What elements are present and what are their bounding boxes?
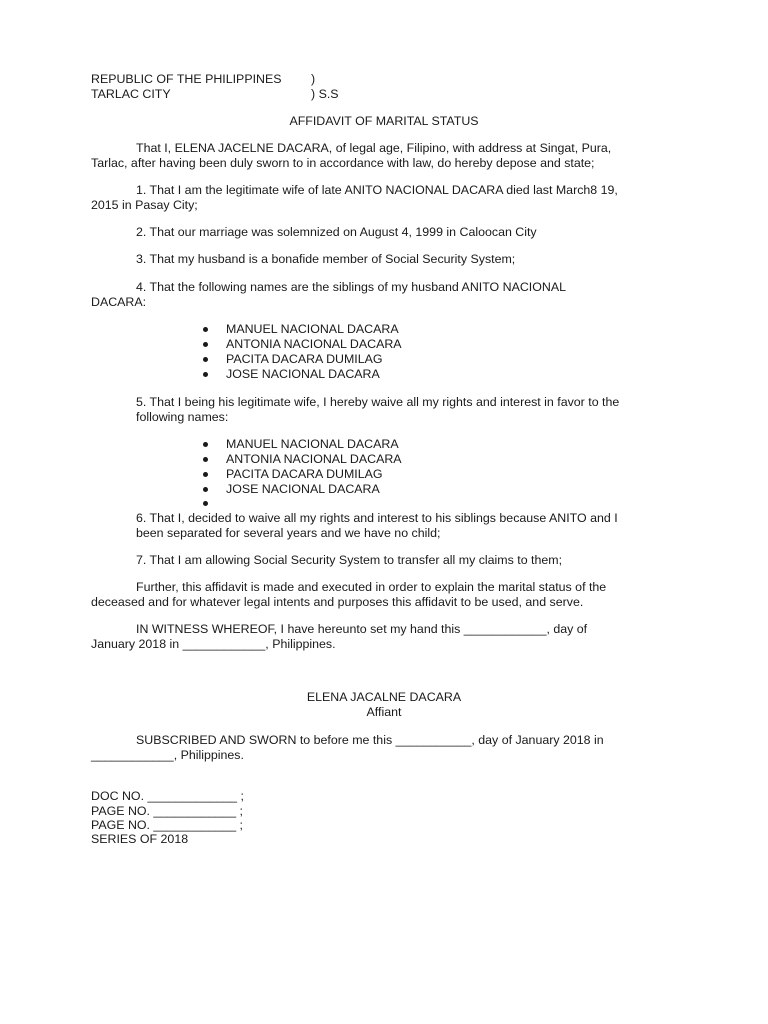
bullet-icon xyxy=(203,342,208,347)
further-line-1: Further, this affidavit is made and executed in order to explain the marital status of the xyxy=(136,580,607,594)
page-no: PAGE NO. ____________ ; xyxy=(91,804,244,818)
header-republic-paren: ) xyxy=(311,72,316,86)
item-6-line-2: been separated for several years and we have no child; xyxy=(136,526,441,540)
subscribed-line-1: SUBSCRIBED AND SWORN to before me this ___________, day of January 2018 in xyxy=(136,733,604,747)
bullet-icon xyxy=(203,357,208,362)
bullet-icon xyxy=(203,472,208,477)
list-item: ANTONIA NACIONAL DACARA xyxy=(226,337,402,351)
item-3: 3. That my husband is a bonafide member of Social Security System; xyxy=(136,252,516,266)
bullet-icon xyxy=(203,487,208,492)
item-4-line-1: 4. That the following names are the siblings of my husband ANITO NACIONAL xyxy=(136,280,566,294)
list-item: JOSE NACIONAL DACARA xyxy=(226,482,380,496)
intro-line-2: Tarlac, after having been duly sworn to in accordance with law, do hereby depose and state; xyxy=(91,156,595,170)
subscribed-line-2: ____________, Philippines. xyxy=(91,748,244,762)
further-line-2: deceased and for whatever legal intents and purposes this affidavit to be used, and serve. xyxy=(91,595,584,609)
item-1-line-1: 1. That I am the legitimate wife of late ANITO NACIONAL DACARA died last March8 19, xyxy=(136,183,618,197)
list-item: MANUEL NACIONAL DACARA xyxy=(226,322,399,336)
item-4-line-2: DACARA: xyxy=(91,295,147,309)
affiant-role: Affiant xyxy=(366,705,402,719)
affiant-name: ELENA JACALNE DACARA xyxy=(306,690,462,704)
item-6-line-1: 6. That I, decided to waive all my rights and interest to his siblings because ANITO and I xyxy=(136,511,618,525)
item-2: 2. That our marriage was solemnized on August 4, 1999 in Caloocan City xyxy=(136,225,537,239)
item-1-line-2: 2015 in Pasay City; xyxy=(91,198,198,212)
document-title: AFFIDAVIT OF MARITAL STATUS xyxy=(289,114,479,128)
bullet-icon xyxy=(203,372,208,377)
bullet-icon xyxy=(203,327,208,332)
doc-no: DOC NO. _____________ ; xyxy=(91,789,244,803)
bullet-icon xyxy=(203,442,208,447)
list-item: PACITA DACARA DUMILAG xyxy=(226,467,383,481)
witness-line-2: January 2018 in ____________, Philippines. xyxy=(91,637,336,651)
item-5-line-1: 5. That I being his legitimate wife, I hereby waive all my rights and interest in favor to the xyxy=(136,395,620,409)
list-item: PACITA DACARA DUMILAG xyxy=(226,352,383,366)
list-item: ANTONIA NACIONAL DACARA xyxy=(226,452,402,466)
list-item: MANUEL NACIONAL DACARA xyxy=(226,437,399,451)
list-item: JOSE NACIONAL DACARA xyxy=(226,367,380,381)
page-no-2: PAGE NO. ____________ ; xyxy=(91,818,244,832)
item-7: 7. That I am allowing Social Security System to transfer all my claims to them; xyxy=(136,553,563,567)
item-5-line-2: following names: xyxy=(136,410,229,424)
series: SERIES OF 2018 xyxy=(91,832,189,846)
header-republic: REPUBLIC OF THE PHILIPPINES xyxy=(91,72,282,86)
bullet-icon xyxy=(203,501,208,506)
bullet-icon xyxy=(203,457,208,462)
header-ss: ) S.S xyxy=(311,87,339,101)
intro-line-1: That I, ELENA JACELNE DACARA, of legal age, Filipino, with address at Singat, Pura, xyxy=(136,141,612,155)
witness-line-1: IN WITNESS WHEREOF, I have hereunto set my hand this ____________, day of xyxy=(136,622,588,636)
header-city: TARLAC CITY xyxy=(91,87,171,101)
